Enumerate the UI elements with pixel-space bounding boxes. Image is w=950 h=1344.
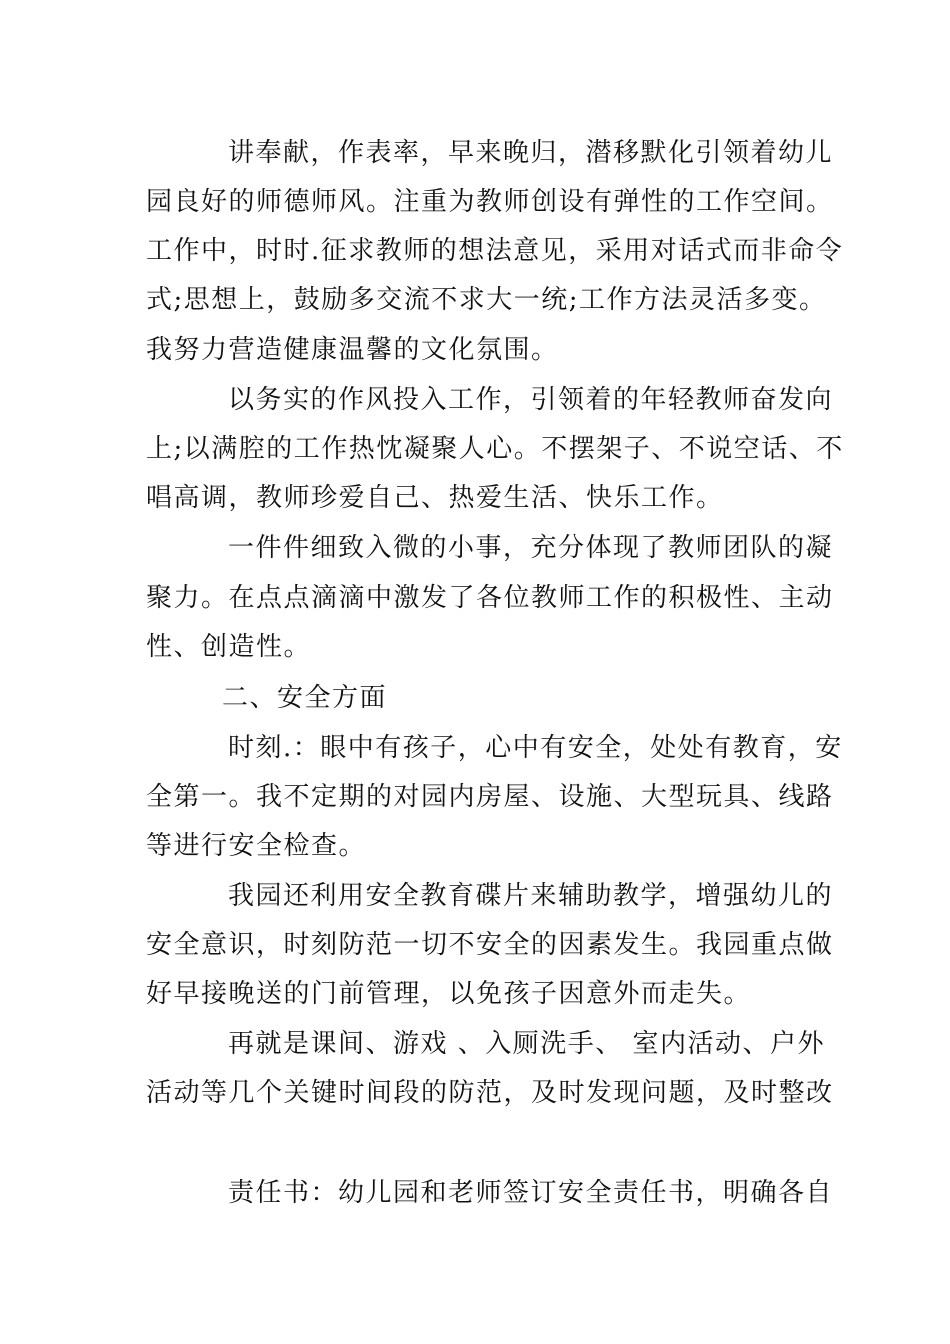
text-line: 再就是课间、游戏 、入厕洗手、 室内活动、户外 [228,1029,826,1059]
text-line: 等进行安全检查。 [146,831,367,861]
text-line: 式;思想上，鼓励多交流不求大一统;工作方法灵活多变。 [146,285,827,315]
text-line: 我努力营造健康温馨的文化氛围。 [146,335,559,365]
text-line: 以务实的作风投入工作，引领着的年轻教师奋发向 [228,385,834,415]
text-line: 时刻.：眼中有孩子，心中有安全，处处有教育，安 [228,733,843,763]
section-heading: 二、安全方面 [222,683,388,713]
text-line: 上;以满腔的工作热忱凝聚人心。不摆架子、不说空话、不 [146,434,844,464]
text-line: 好早接晚送的门前管理，以免孩子因意外而走失。 [146,979,752,1009]
text-line: 全第一。我不定期的对园内房屋、设施、大型玩具、线路 [146,782,834,812]
text-line: 讲奉献，作表率，早来晚归，潜移默化引领着幼儿 [228,138,834,168]
text-line: 聚力。在点点滴滴中激发了各位教师工作的积极性、主动 [146,583,834,613]
text-line: 安全意识，时刻防范一切不安全的因素发生。我园重点做 [146,930,834,960]
text-line: 责任书：幼儿园和老师签订安全责任书，明确各自 [228,1178,834,1208]
text-line: 唱高调，教师珍爱自己、热爱生活、快乐工作。 [146,483,724,513]
text-line: 活动等几个关键时间段的防范，及时发现问题，及时整改 [146,1078,834,1108]
text-line: 一件件细致入微的小事，充分体现了教师团队的凝 [228,533,834,563]
text-line: 性、创造性。 [146,632,312,662]
text-line: 我园还利用安全教育碟片来辅助教学，增强幼儿的 [228,881,834,911]
text-line: 园良好的师德师风。注重为教师创设有弹性的工作空间。 [146,187,834,217]
text-line: 工作中，时时.征求教师的想法意见，采用对话式而非命令 [146,236,844,266]
